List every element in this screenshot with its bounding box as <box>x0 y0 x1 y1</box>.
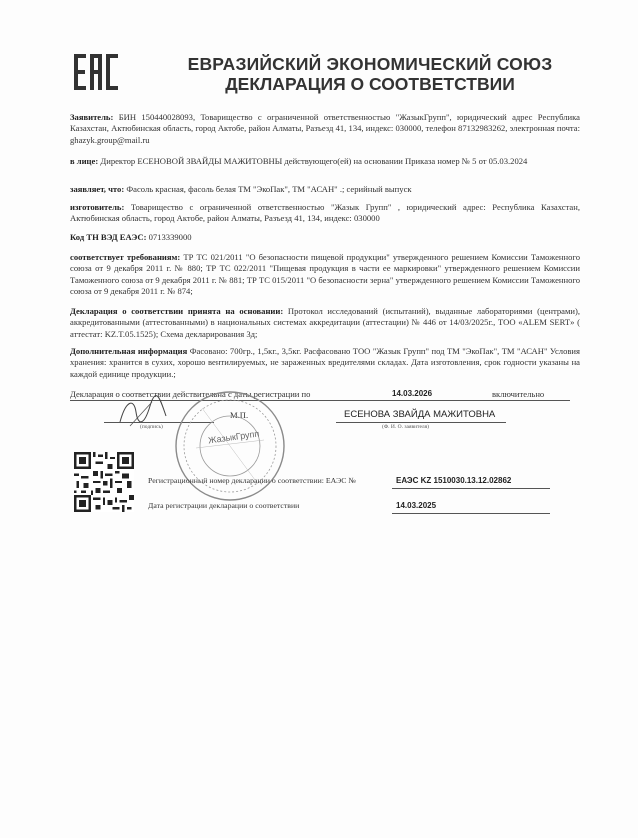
reg-date-label: Дата регистрации декларации о соответствии <box>148 501 300 510</box>
validity-date: 14.03.2026 <box>392 389 433 398</box>
applicant-text: БИН 150440028093, Товарищество с ограниченной ответственностью "ЖазыкГрупп", юридический адрес Республика Казахстан, Актюбинская область, город Актобе, район Алматы, Разъезд 41, 134, индекс: 030000, телефон 87132983262, электронная почта: ghazyk.group@mail.ru <box>70 112 580 145</box>
manufacturer-label: изготовитель: <box>70 202 125 212</box>
additional-label: Дополнительная информация <box>70 346 188 356</box>
declares-label: заявляет, что: <box>70 184 125 194</box>
stamp-text: ЖазыкГрупп <box>207 428 260 446</box>
code-label: Код ТН ВЭД ЕАЭС: <box>70 232 147 242</box>
validity-prefix: Декларация о соответствии действительна с даты регистрации по <box>70 389 311 399</box>
company-stamp-icon <box>172 388 288 504</box>
union-title: ЕВРАЗИЙСКИЙ ЭКОНОМИЧЕСКИЙ СОЮЗ <box>187 54 553 74</box>
code-paragraph <box>70 232 580 243</box>
basis-paragraph <box>70 306 580 340</box>
mp-label: М.П. <box>230 410 249 420</box>
reg-number-value: ЕАЭС KZ 1510030.13.12.02862 <box>396 476 512 485</box>
reg-date-value: 14.03.2025 <box>396 501 437 510</box>
name-line <box>336 422 506 423</box>
name-caption: (Ф. И. О. заявителя) <box>382 424 430 430</box>
declares-text: Фасоль красная, фасоль белая ТМ "ЭкоПак", ТМ "АСАН" .; серийный выпуск <box>124 184 412 194</box>
code-text: 0713339000 <box>146 232 192 242</box>
declaration-title: ДЕКЛАРАЦИЯ О СООТВЕТСТВИИ <box>225 74 515 94</box>
reg-number-line <box>392 488 550 489</box>
person-paragraph <box>70 156 580 167</box>
signature-caption: (подпись) <box>140 424 163 430</box>
reg-number-label: Регистрационный номер декларации о соответствии: ЕАЭС № <box>148 476 356 485</box>
applicant-label: Заявитель: <box>70 112 114 122</box>
conforms-text: ТР ТС 021/2011 "О безопасности пищевой продукции" утвержденного решением Комиссии Таможенного союза от 9 декабря 2011 г. № 880; ТР ТС 022/2011 "Пищевая продукция в части ее маркировки" утвержденного решением Комиссии Таможенного союза от 9 декабря 2011 г. № 881; ТР ТС 015/2011 "О безопасности зерна" утвержденного решением Комиссии Таможенного союза от 9 декабря 2011 г. № 874; <box>70 252 580 297</box>
basis-label: Декларация о соответствии принята на основании: <box>70 306 284 316</box>
validity-suffix: включительно <box>492 389 545 399</box>
applicant-name: ЕСЕНОВА ЗВАЙДА МАЖИТОВНА <box>344 409 496 420</box>
additional-paragraph <box>70 346 580 380</box>
applicant-paragraph <box>70 112 580 146</box>
declares-paragraph <box>70 184 580 195</box>
qr-code-icon <box>74 452 134 512</box>
manufacturer-text: Товарищество с ограниченной ответственностью "Жазык Групп" , юридический адрес: Республика Казахстан, Актюбинская область, город Актобе, район Алматы, Разъезд 41, 134, индекс: 030000 <box>70 202 580 224</box>
additional-text: Фасовано: 700гр., 1,5кг., 3,5кг. Расфасовано ТОО "Жазык Групп" под ТМ "ЭкоПак", ТМ "АСАН" Условия хранения: хранится в сухих, хорошо вентилируемых, не зараженных вредителями складах. Дата изготовления, срок годности указаны на каждой единице продукции.; <box>70 346 580 379</box>
conforms-label: соответствует требованиям: <box>70 252 181 262</box>
person-text: Директор ЕСЕНОВОЙ ЗВАЙДЫ МАЖИТОВНЫ действующего(ей) на основании Приказа номер № 5 от 05.03.2024 <box>98 156 528 166</box>
manufacturer-paragraph <box>70 202 580 225</box>
eac-logo-icon <box>72 50 120 94</box>
person-label: в лице: <box>70 156 99 166</box>
conforms-paragraph <box>70 252 580 298</box>
basis-text: Протокол исследований (испытаний), выданные лабораториями (центрами), аккредитованными (аттестованными) в национальных системах аккредитации (аттестации) № 446 от 14/03/2025г., ТОО «ALEM SERT» ( аттестат: KZ.T.05.1525); Схема декларирования 3д; <box>70 306 581 339</box>
reg-date-line <box>392 513 550 514</box>
